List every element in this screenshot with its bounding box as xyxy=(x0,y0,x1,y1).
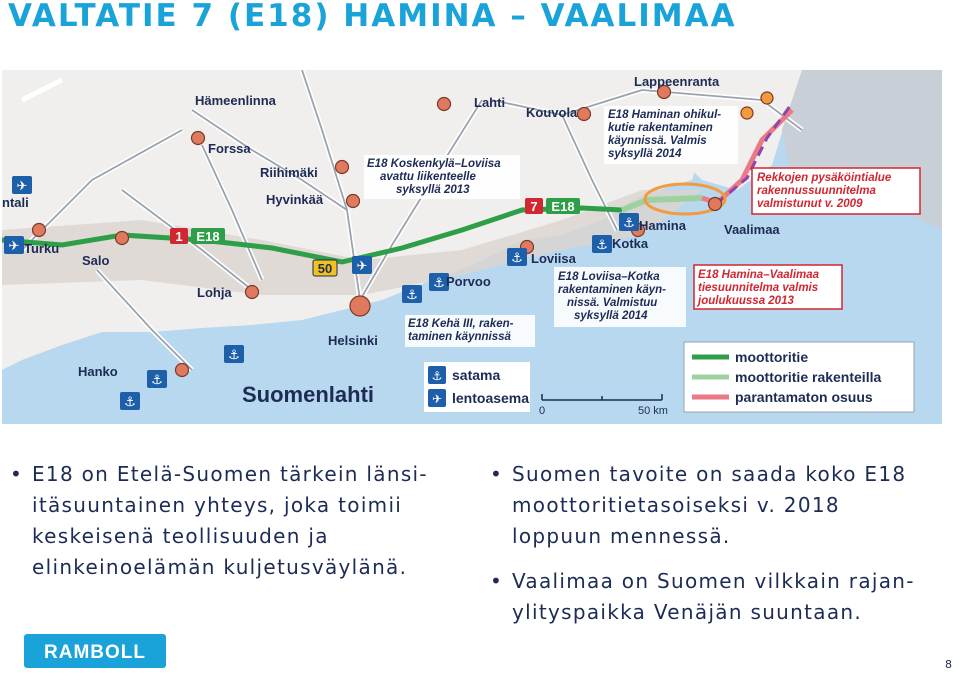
city-dot-hyvinkaa xyxy=(347,195,360,208)
airport-icon xyxy=(4,236,24,254)
harbour-icon xyxy=(619,213,639,231)
note-line: taminen käynnissä xyxy=(408,331,511,343)
note-line: joulukuussa 2013 xyxy=(698,295,794,307)
note-line: E18 Loviisa–Kotka xyxy=(558,271,660,283)
city-dot-hameenlinna xyxy=(192,132,205,145)
harbour-icon xyxy=(592,235,612,253)
note-line: E18 Koskenkylä–Loviisa xyxy=(367,158,501,170)
road-sign-e18-west xyxy=(170,228,225,244)
text-line: loppuun mennessä. xyxy=(512,524,731,548)
page-number: 8 xyxy=(945,658,952,671)
note-loviisa-kotka xyxy=(554,267,686,327)
city-label: Kouvola xyxy=(526,105,578,120)
svg-text:⚓: ⚓ xyxy=(433,276,445,291)
city-label: Lohja xyxy=(197,285,232,300)
harbour-icon xyxy=(428,366,446,384)
legend-icons xyxy=(424,362,530,412)
note-line: syksyllä 2014 xyxy=(608,148,682,160)
city-dot-lahti xyxy=(438,98,451,111)
note-hamina-vaalimaa xyxy=(694,265,842,309)
city-label: Hämeenlinna xyxy=(195,93,276,108)
road-number-7: 7 xyxy=(530,199,538,214)
map-canvas xyxy=(2,70,942,424)
ramboll-logo xyxy=(24,634,166,668)
city-label: Hamina xyxy=(639,218,686,233)
sea-label: Suomenlahti xyxy=(242,382,375,407)
legend-unimproved-label: parantamaton osuus xyxy=(735,389,873,405)
svg-text:⚓: ⚓ xyxy=(511,251,523,266)
city-label: Turku xyxy=(24,241,60,256)
city-dot-vaalimaa xyxy=(709,198,722,211)
legend-airport-label: lentoasema xyxy=(452,390,530,406)
bullet-vaalimaa-border xyxy=(488,566,948,628)
svg-text:⚓: ⚓ xyxy=(124,395,136,410)
note-line: rakentaminen käyn- xyxy=(558,284,667,296)
city-label: Loviisa xyxy=(531,251,576,266)
bullet-e18-importance xyxy=(8,459,448,583)
city-dot-helsinki xyxy=(350,296,370,316)
legend-motorway-label: moottoritie xyxy=(735,349,809,365)
svg-text:⚓: ⚓ xyxy=(431,369,443,383)
note-truck-parking xyxy=(752,168,920,214)
city-label: Helsinki xyxy=(328,333,378,348)
city-label: Salo xyxy=(82,253,110,268)
note-line: syksyllä 2014 xyxy=(574,310,648,322)
page-title: VALTATIE 7 (E18) HAMINA – VAALIMAA xyxy=(8,0,737,34)
road-number-1: 1 xyxy=(175,229,183,244)
left-column xyxy=(8,459,448,583)
text-line: moottoritietasoiseksi v. 2018 xyxy=(512,493,840,517)
city-label: Hanko xyxy=(78,364,118,379)
note-line: kutie rakentaminen xyxy=(608,122,713,134)
text-line: itäsuuntainen yhteys, joka toimii xyxy=(32,493,403,517)
airport-icon xyxy=(352,256,372,274)
note-line: nissä. Valmistuu xyxy=(567,297,658,309)
note-koskenkyla xyxy=(364,155,520,199)
note-line: E18 Hamina–Vaalimaa xyxy=(698,269,820,281)
city-dot-salo xyxy=(116,232,129,245)
road-route-e18-east: E18 xyxy=(551,199,575,214)
harbour-icon xyxy=(507,248,527,266)
note-ring-road xyxy=(405,315,535,347)
note-line: valmistunut v. 2009 xyxy=(757,198,863,210)
city-dot-riihimaki xyxy=(336,161,349,174)
border-crossing-dot xyxy=(741,107,753,119)
text-line: • Suomen tavoite on saada koko E18 xyxy=(512,462,907,486)
border-crossing-dot xyxy=(761,92,773,104)
svg-text:✈: ✈ xyxy=(8,239,20,254)
note-line: rakennussuunnitelma xyxy=(757,185,876,197)
text-line: keskeisenä teollisuuden ja xyxy=(32,524,329,548)
bullet-motorway-goal xyxy=(488,459,948,552)
note-line: Rekkojen pysäköintialue xyxy=(757,172,892,184)
road-number-50: 50 xyxy=(317,261,333,276)
city-label: ntali xyxy=(2,195,29,210)
text-line: ylityspaikka Venäjän suuntaan. xyxy=(512,600,863,624)
legend-road-types xyxy=(684,342,914,412)
city-label: Riihimäki xyxy=(260,165,318,180)
road-sign-e18-east xyxy=(525,198,580,214)
note-line: käynnissä. Valmis xyxy=(608,135,707,147)
road-sign-50 xyxy=(313,260,337,276)
svg-text:⚓: ⚓ xyxy=(623,216,635,231)
note-line: E18 Haminan ohikul- xyxy=(608,109,722,121)
airport-icon xyxy=(428,389,446,407)
right-column xyxy=(488,459,948,628)
text-line: elinkeinoelämän kuljetusväylänä. xyxy=(32,555,408,579)
svg-text:✈: ✈ xyxy=(356,259,368,274)
note-line: tiesuunnitelma valmis xyxy=(698,282,819,294)
city-label: Lappeenranta xyxy=(634,74,720,89)
svg-text:✈: ✈ xyxy=(431,392,443,406)
note-line: avattu liikenteelle xyxy=(380,171,476,183)
airport-icon xyxy=(12,176,32,194)
city-label: Porvoo xyxy=(446,274,491,289)
harbour-icon xyxy=(120,392,140,410)
svg-text:⚓: ⚓ xyxy=(406,288,418,303)
harbour-icon xyxy=(147,370,167,388)
city-dot-turku xyxy=(33,224,46,237)
city-dot-lohja xyxy=(246,286,259,299)
text-line: • Vaalimaa on Suomen vilkkain rajan- xyxy=(512,569,915,593)
route-map xyxy=(2,70,942,424)
city-label: Lahti xyxy=(474,95,506,110)
city-dot-kouvola xyxy=(578,108,591,121)
legend-construction-label: moottoritie rakenteilla xyxy=(735,369,882,385)
svg-text:⚓: ⚓ xyxy=(596,238,608,253)
legend-harbour-label: satama xyxy=(452,367,501,383)
note-line: syksyllä 2013 xyxy=(396,184,470,196)
city-label: Forssa xyxy=(208,141,251,156)
note-hamina-bypass xyxy=(604,106,738,164)
svg-text:⚓: ⚓ xyxy=(151,373,163,388)
road-route-e18: E18 xyxy=(196,229,220,244)
harbour-icon xyxy=(402,285,422,303)
logo-text: RAMBOLL xyxy=(44,642,146,663)
city-label: Hyvinkää xyxy=(266,192,324,207)
svg-text:⚓: ⚓ xyxy=(228,348,240,363)
harbour-icon xyxy=(224,345,244,363)
city-label: Kotka xyxy=(612,236,649,251)
svg-text:✈: ✈ xyxy=(16,179,28,194)
scale-end: 50 km xyxy=(638,405,668,417)
text-line: • E18 on Etelä-Suomen tärkein länsi- xyxy=(32,462,428,486)
city-label: Vaalimaa xyxy=(724,222,780,237)
note-line: E18 Kehä III, raken- xyxy=(408,318,514,330)
city-dot-hanko xyxy=(176,364,189,377)
scale-start: 0 xyxy=(539,405,546,417)
